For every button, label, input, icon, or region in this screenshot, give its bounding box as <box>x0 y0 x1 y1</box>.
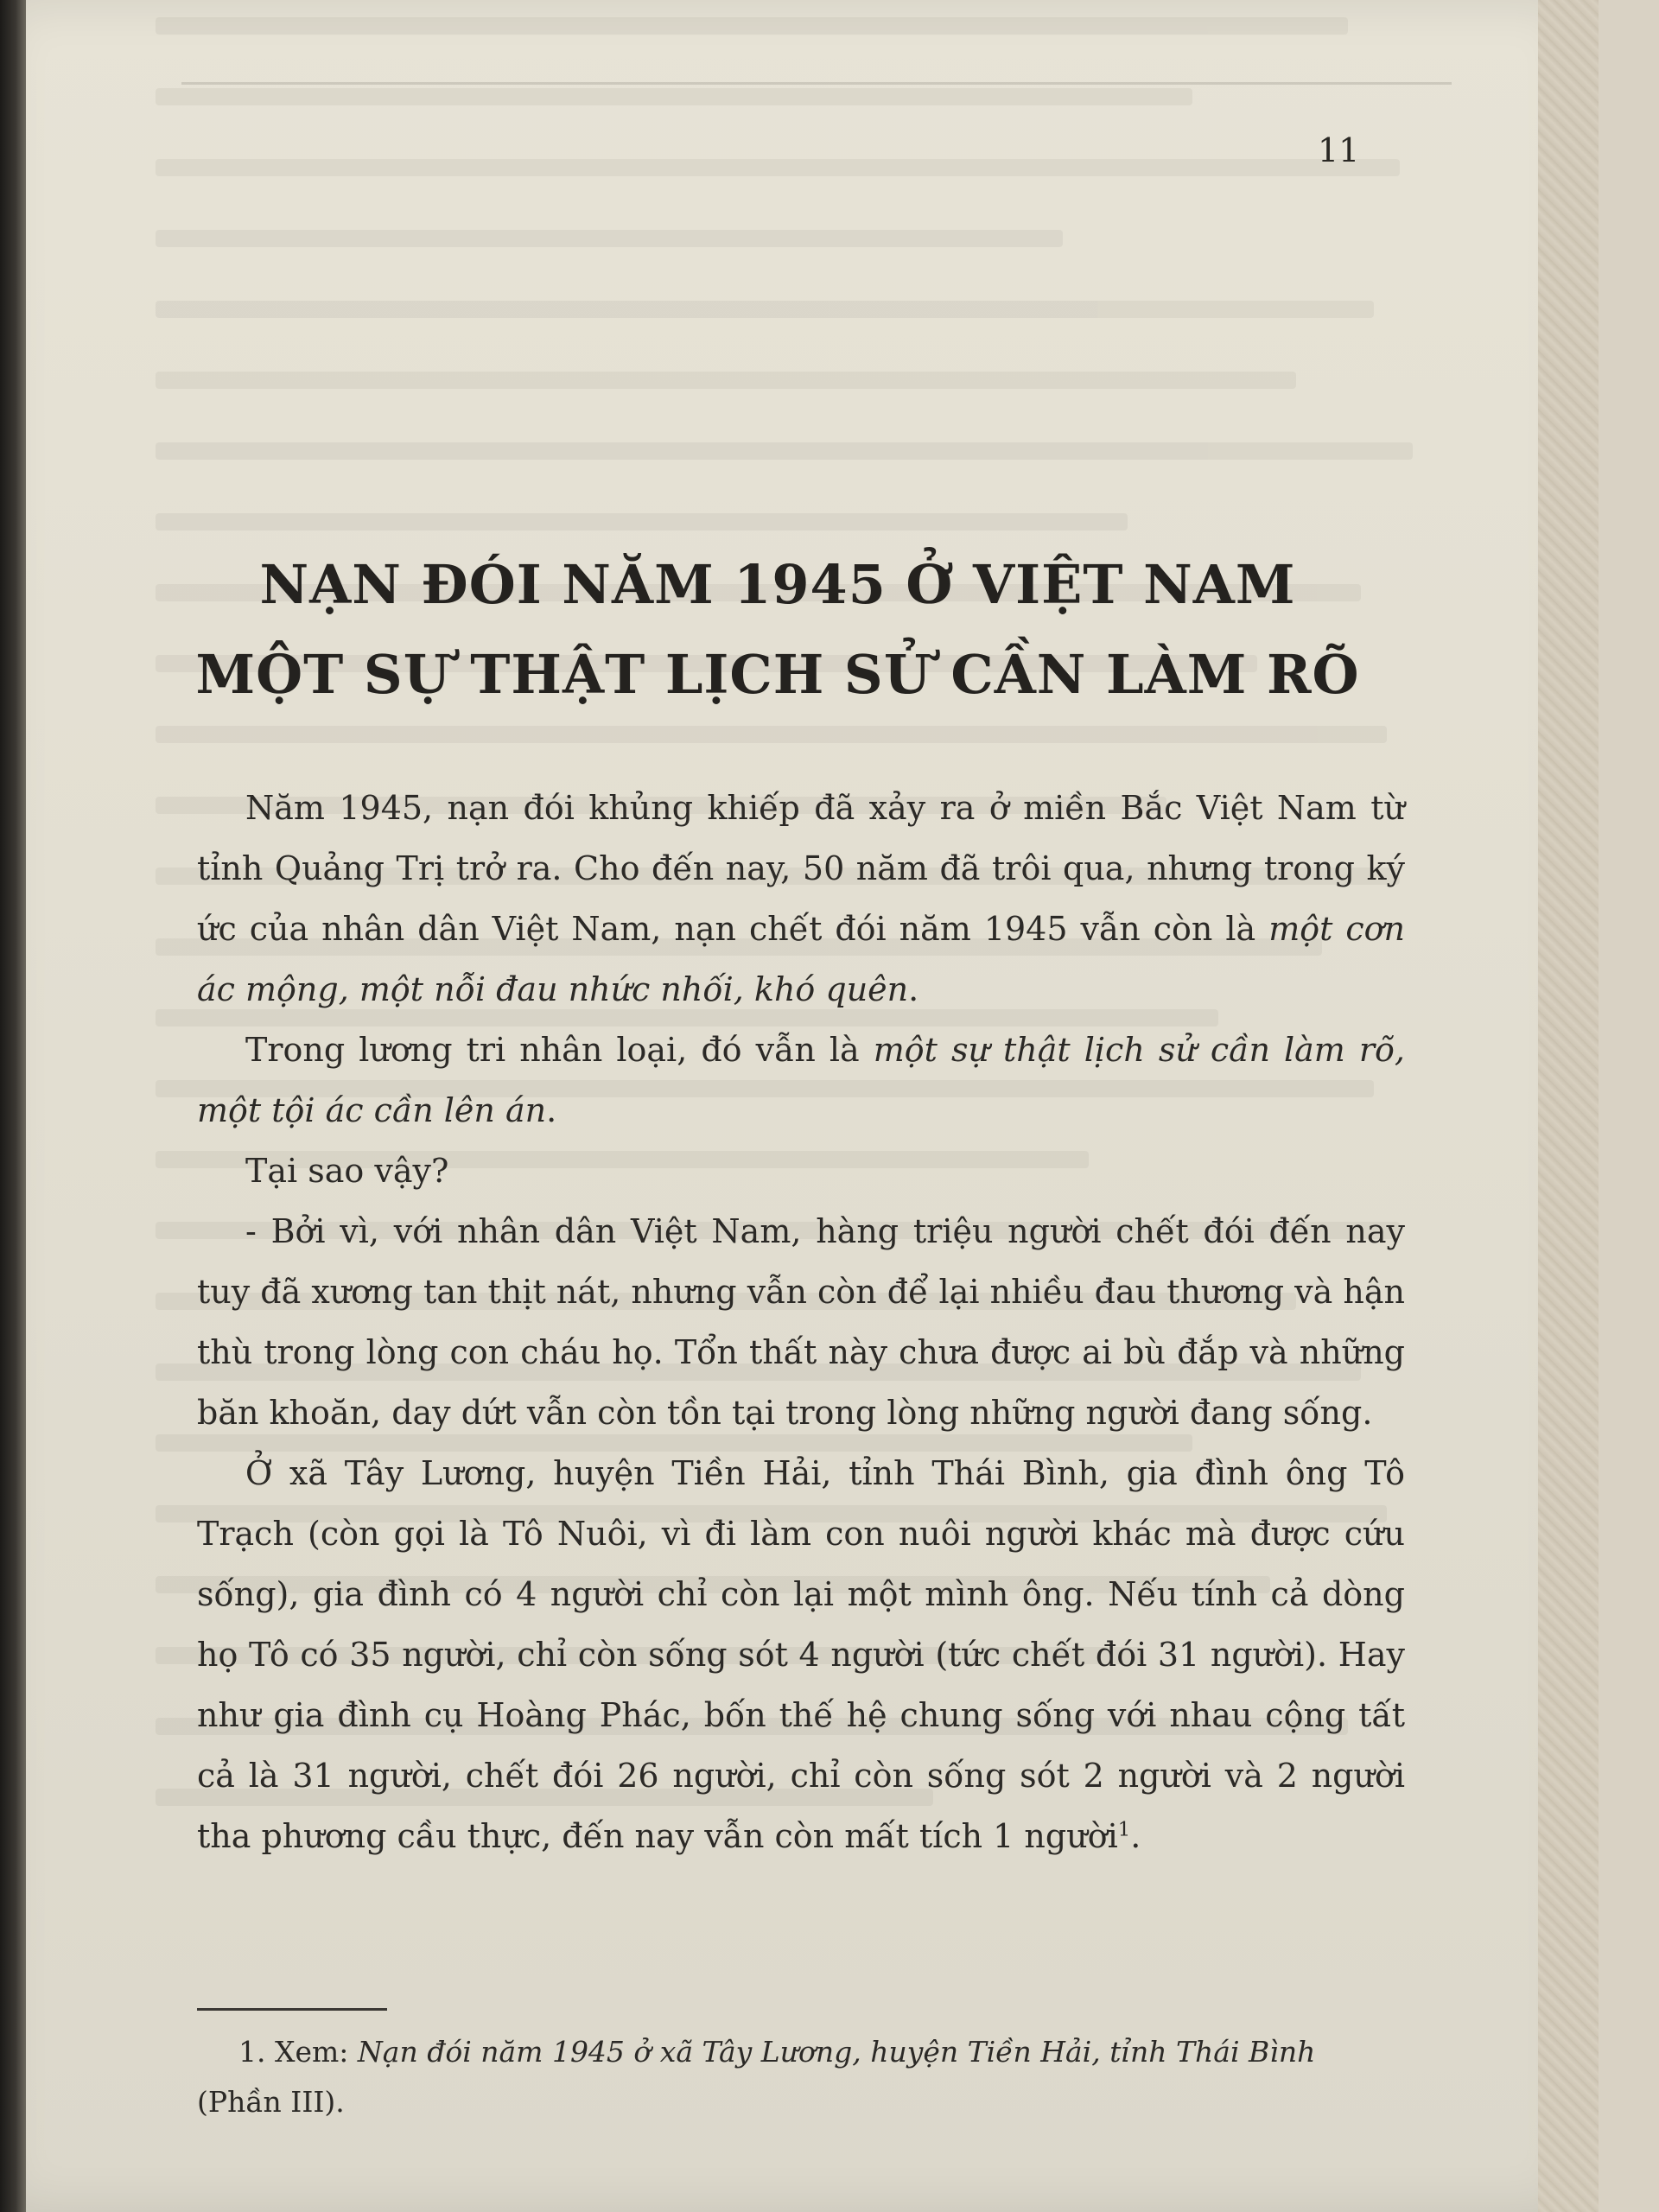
paragraph-5 <box>197 1443 1405 1866</box>
paragraph-5-end: . <box>1130 1817 1141 1855</box>
footnote-reference: 1 <box>1117 1818 1131 1841</box>
paragraph-5-text: Ở xã Tây Lương, huyện Tiền Hải, tỉnh Thái Bình, gia đình ông Tô Trạch (còn gọi là Tô Nuôi, vì đi làm con nuôi người khác mà được cứu sống), gia đình có 4 người chỉ còn lại một mình ông. Nếu tính cả dòng họ Tô có 35 người, chỉ còn sống sót 4 người (tức chết đói 31 người). Hay như gia đình cụ Hoàng Phác, bốn thế hệ chung sống với nhau cộng tất cả là 31 người, chết đói 26 người, chỉ còn sống sót 2 người và 2 người tha phương cầu thực, đến nay vẫn còn mất tích 1 người <box>197 1454 1405 1855</box>
paragraph-2-end: . <box>546 1091 557 1129</box>
paragraph-2 <box>197 1020 1405 1141</box>
paragraph-4: - Bởi vì, với nhân dân Việt Nam, hàng triệu người chết đói đến nay tuy đã xương tan thịt nát, nhưng vẫn còn để lại nhiều đau thương và hận thù trong lòng con cháu họ. Tổn thất này chưa được ai bù đắp và những băn khoăn, day dứt vẫn còn tồn tại trong lòng những người đang sống. <box>197 1212 1405 1432</box>
paragraph-1-emphasis: một cơn ác mộng, một nỗi đau nhức nhối, khó quên <box>197 910 1405 1008</box>
footnote-divider <box>197 2008 387 2011</box>
footnote-suffix: (Phần III). <box>197 2085 345 2119</box>
chapter-title-line-2: MỘT SỰ THẬT LỊCH SỬ CẦN LÀM RÕ <box>195 643 1360 706</box>
running-header-rule <box>181 82 1452 85</box>
body-text <box>197 778 1405 1866</box>
chapter-title-line-1: NẠN ĐÓI NĂM 1945 Ở VIỆT NAM <box>259 553 1296 616</box>
footnote-prefix: 1. Xem: <box>238 2035 358 2069</box>
footnote <box>197 2027 1405 2127</box>
paragraph-3: Tại sao vậy? <box>245 1152 449 1190</box>
paragraph-2-text: Trong lương tri nhân loại, đó vẫn là <box>245 1031 874 1069</box>
page-number: 11 <box>1318 131 1360 169</box>
paragraph-1-end: . <box>908 970 919 1008</box>
paragraph-1 <box>197 778 1405 1020</box>
paragraph-2-emphasis: một sự thật lịch sử cần làm rõ, một tội ác cần lên án <box>197 1031 1405 1129</box>
book-spine-edge <box>0 0 26 2212</box>
footnote-source-title: Nạn đói năm 1945 ở xã Tây Lương, huyện Tiền Hải, tỉnh Thái Bình <box>357 2035 1316 2069</box>
paragraph-1-text: Năm 1945, nạn đói khủng khiếp đã xảy ra ở miền Bắc Việt Nam từ tỉnh Quảng Trị trở ra. Cho đến nay, 50 năm đã trôi qua, nhưng trong ký ức của nhân dân Việt Nam, nạn chết đói năm 1945 vẫn còn là <box>197 789 1405 948</box>
chapter-title <box>173 540 1382 720</box>
background-surface <box>1538 0 1599 2212</box>
